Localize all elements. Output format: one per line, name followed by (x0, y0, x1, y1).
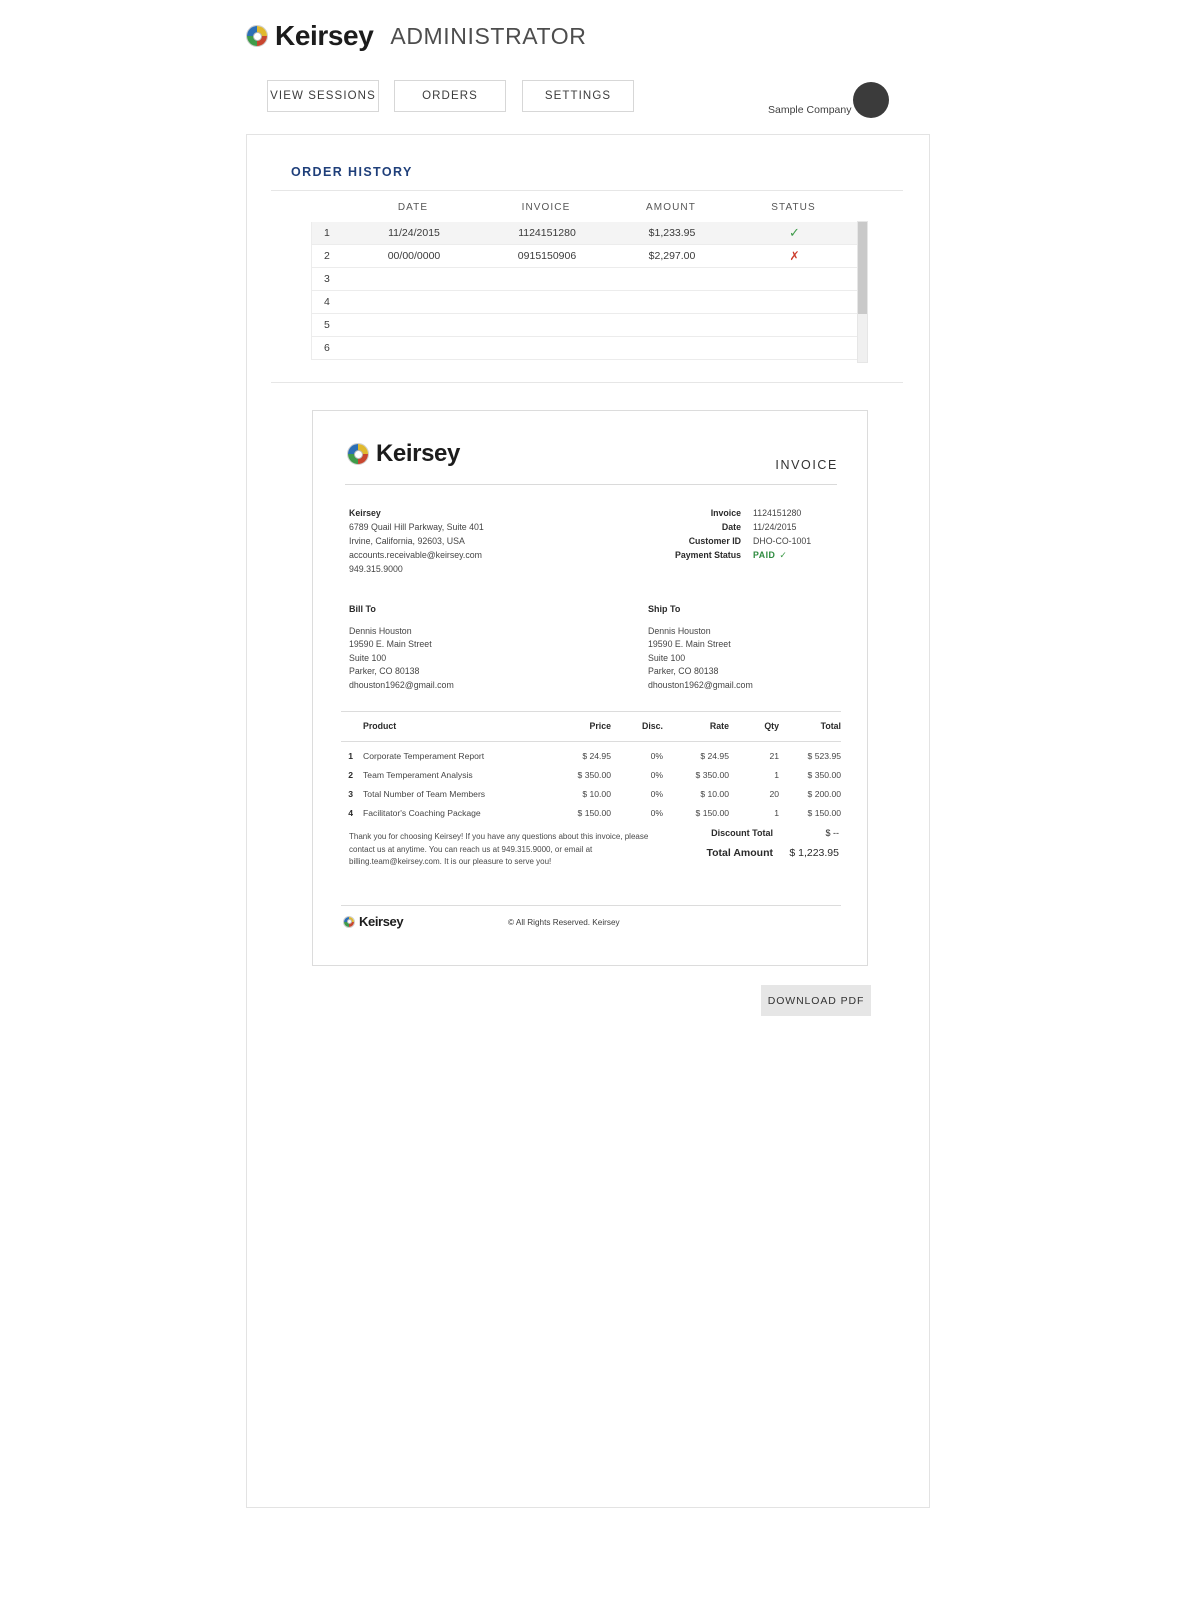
cell-date: 11/24/2015 (388, 227, 440, 239)
discount-total-value: -- (833, 828, 839, 838)
table-scrollbar[interactable] (857, 221, 868, 363)
item-number: 1 (348, 751, 353, 761)
meta-customer (623, 534, 811, 548)
meta-customer-value: DHO-CO-1001 (753, 536, 812, 546)
item-disc: 0% (650, 789, 663, 799)
item-product: Team Temperament Analysis (363, 770, 473, 780)
keirsey-logo-icon (347, 443, 369, 465)
item-rate: $ 24.95 (700, 751, 729, 761)
cell-index: 5 (324, 319, 330, 331)
keirsey-logo-icon (246, 25, 268, 47)
table-row[interactable] (311, 314, 868, 337)
item-rate: $ 350.00 (695, 770, 729, 780)
item-qty: 1 (774, 808, 779, 818)
page-title: ORDER HISTORY (291, 165, 413, 179)
table-row[interactable] (311, 337, 868, 360)
cell-amount: $1,233.95 (648, 227, 696, 239)
invoice-copyright: © All Rights Reserved. Keirsey (508, 918, 620, 927)
item-product: Corporate Temperament Report (363, 751, 485, 761)
invoice-footer-logo (343, 914, 403, 929)
item-disc: 0% (650, 770, 663, 780)
order-history-table (311, 202, 868, 360)
items-col-price: Price (589, 721, 611, 731)
divider-bottom (271, 382, 903, 383)
cell-index: 1 (324, 227, 330, 239)
invoice-line-item (341, 766, 841, 785)
discount-total-label: Discount Total (711, 828, 773, 838)
invoice-line-item (341, 804, 841, 823)
nav-orders[interactable]: ORDERS (394, 80, 506, 112)
keirsey-logo-icon (343, 916, 355, 928)
item-number: 4 (348, 808, 353, 818)
app-header (246, 20, 586, 52)
invoice-doc-label: INVOICE (775, 458, 838, 472)
table-row[interactable] (311, 268, 868, 291)
ship-to-line2: Suite 100 (648, 652, 686, 663)
bill-to-heading: Bill To (349, 604, 376, 614)
avatar[interactable] (853, 82, 889, 118)
company-name: Sample Company (768, 104, 852, 116)
cell-invoice: 0915150906 (517, 250, 577, 262)
items-col-qty: Qty (764, 721, 779, 731)
meta-invoice-value: 1124151280 (753, 508, 802, 518)
bill-to-block (349, 603, 454, 693)
items-col-disc: Disc. (641, 721, 663, 731)
item-disc: 0% (650, 751, 663, 761)
item-product: Total Number of Team Members (363, 789, 486, 799)
ship-to-block (648, 603, 753, 693)
item-total: $ 350.00 (807, 770, 841, 780)
divider-top (271, 190, 903, 191)
cell-invoice: 1124151280 (518, 227, 576, 239)
invoice-totals (707, 828, 840, 868)
from-phone: 949.315.9000 (349, 564, 403, 574)
item-rate: $ 150.00 (695, 808, 729, 818)
bill-to-line3: Parker, CO 80138 (349, 666, 420, 677)
table-row[interactable] (311, 222, 868, 245)
from-line1: 6789 Quail Hill Parkway, Suite 401 (349, 522, 484, 532)
item-price: $ 10.00 (582, 789, 611, 799)
item-product: Facilitator's Coaching Package (363, 808, 481, 818)
item-number: 2 (348, 770, 353, 780)
meta-date-value: 11/24/2015 (753, 522, 797, 532)
table-row[interactable] (311, 245, 868, 268)
footer-brand-name: Keirsey (359, 914, 404, 929)
invoice-logo (347, 440, 460, 468)
meta-status-label: Payment Status (675, 550, 741, 560)
item-qty: 20 (769, 789, 779, 799)
from-company: Keirsey (349, 508, 381, 518)
item-total: $ 150.00 (807, 808, 841, 818)
col-invoice: INVOICE (521, 202, 571, 213)
invoice-header-divider (345, 484, 837, 485)
item-price: $ 24.95 (582, 751, 611, 761)
nav-view-sessions[interactable]: VIEW SESSIONS (267, 80, 379, 112)
invoice-items-table (341, 711, 841, 823)
status-badge: ✓ (789, 225, 800, 240)
table-header-row (311, 202, 868, 222)
bill-to-name: Dennis Houston (349, 625, 412, 636)
invoice-footer-divider (341, 905, 841, 906)
invoice-preview (312, 410, 868, 966)
invoice-line-item (341, 785, 841, 804)
meta-status-value: PAID (753, 550, 776, 560)
bill-to-email: dhouston1962@gmail.com (349, 679, 454, 690)
col-status: STATUS (771, 202, 816, 213)
cell-index: 4 (324, 296, 330, 308)
brand-name: Keirsey (275, 20, 374, 51)
bill-to-line2: Suite 100 (349, 652, 387, 663)
invoice-note: Thank you for choosing Keirsey! If you have any questions about this invoice, please contact us at anytime. You can reach us at 949.315.9000, or email at billing.team@keirsey.com. It is our pleasure to serve you! (349, 832, 649, 867)
main-card (246, 134, 930, 1508)
download-pdf-button[interactable]: DOWNLOAD PDF (761, 985, 871, 1016)
items-col-rate: Rate (709, 721, 729, 731)
items-col-total: Total (820, 721, 841, 731)
item-disc: 0% (650, 808, 663, 818)
meta-customer-label: Customer ID (688, 536, 741, 546)
table-row[interactable] (311, 291, 868, 314)
discount-currency: $ (825, 828, 831, 838)
nav-settings[interactable]: SETTINGS (522, 80, 634, 112)
from-email: accounts.receivable@keirsey.com (349, 550, 482, 560)
item-price: $ 150.00 (577, 808, 611, 818)
cell-amount: $2,297.00 (648, 250, 696, 262)
cell-date: 00/00/0000 (387, 250, 441, 262)
meta-date-label: Date (721, 522, 741, 532)
paid-check-icon: ✓ (779, 550, 787, 560)
item-total: $ 523.95 (807, 751, 841, 761)
meta-invoice (623, 506, 811, 520)
item-number: 3 (348, 789, 353, 799)
cell-index: 3 (324, 273, 330, 285)
invoice-meta-block (623, 506, 811, 562)
item-qty: 1 (774, 770, 779, 780)
item-qty: 21 (769, 751, 779, 761)
item-price: $ 350.00 (577, 770, 611, 780)
ship-to-heading: Ship To (648, 604, 681, 614)
invoice-from-block (349, 506, 484, 576)
invoice-brand-name: Keirsey (376, 440, 460, 467)
cell-index: 6 (324, 342, 330, 354)
ship-to-line1: 19590 E. Main Street (648, 639, 731, 650)
items-header-row (341, 712, 841, 741)
cell-index: 2 (324, 250, 330, 262)
col-amount: AMOUNT (646, 202, 696, 213)
ship-to-name: Dennis Houston (648, 625, 711, 636)
meta-date (623, 520, 811, 534)
meta-status (623, 548, 811, 562)
status-badge: ✗ (789, 249, 800, 263)
col-index (311, 202, 345, 213)
col-date: DATE (397, 202, 429, 213)
invoice-line-item (341, 742, 841, 766)
meta-invoice-label: Invoice (710, 508, 741, 518)
from-line2: Irvine, California, 92603, USA (349, 536, 465, 546)
total-amount-label: Total Amount (706, 847, 773, 859)
ship-to-line3: Parker, CO 80138 (648, 666, 719, 677)
bill-to-line1: 19590 E. Main Street (349, 639, 432, 650)
item-rate: $ 10.00 (700, 789, 729, 799)
items-col-product: Product (363, 721, 397, 731)
item-total: $ 200.00 (807, 789, 841, 799)
total-amount-value: $ 1,223.95 (789, 847, 839, 859)
scrollbar-thumb[interactable] (858, 222, 867, 314)
admin-label: ADMINISTRATOR (390, 22, 587, 49)
ship-to-email: dhouston1962@gmail.com (648, 679, 753, 690)
